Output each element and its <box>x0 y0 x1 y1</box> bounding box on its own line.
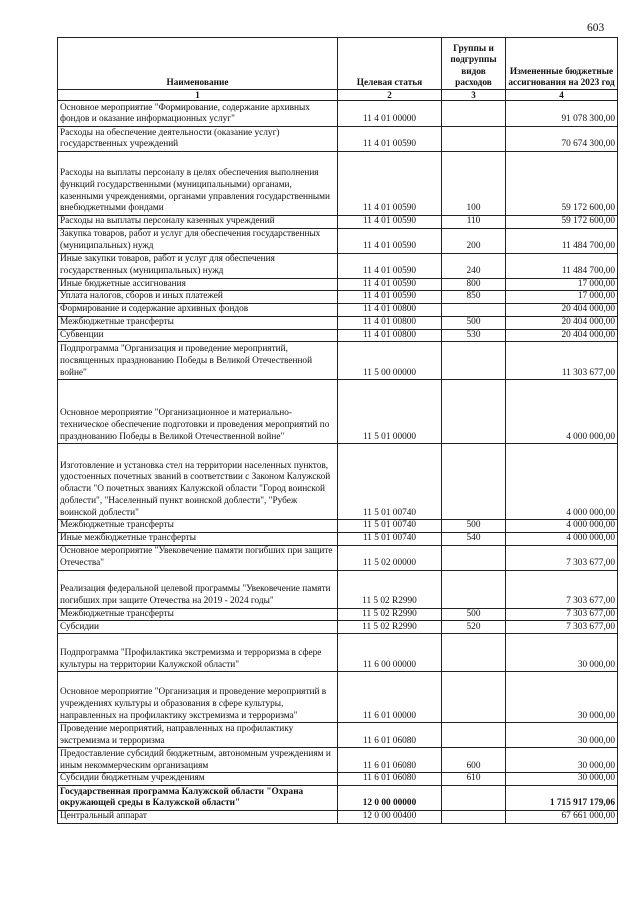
row-code: 11 5 02 R2990 <box>338 621 442 634</box>
row-name: Основное мероприятие "Организация и проведение мероприятий в учреждениях культуры и образования в сфере культуры, направленных на профилактику экстремизма и терроризма" <box>58 672 338 723</box>
table-row <box>58 723 618 748</box>
row-name: Предоставление субсидий бюджетным, автономным учреждениям и иным некоммерческим организациям <box>58 748 338 773</box>
row-amount: 17 000,00 <box>506 278 618 291</box>
row-amount: 70 674 300,00 <box>506 127 618 152</box>
row-code: 11 6 01 06080 <box>338 723 442 748</box>
row-code: 11 4 01 00800 <box>338 316 442 329</box>
row-amount: 67 661 000,00 <box>506 811 618 824</box>
row-name: Субсидии бюджетным учреждениям <box>58 773 338 786</box>
row-code: 11 4 01 00000 <box>338 101 442 127</box>
row-code: 11 4 01 00590 <box>338 216 442 229</box>
header-group: Группы и подгруппы видов расходов <box>442 38 506 90</box>
row-name: Реализация федеральной целевой программы "Увековечение памяти погибших при защите Отечества на 2019 - 2024 годы" <box>58 570 338 608</box>
row-group <box>442 545 506 570</box>
row-amount: 20 404 000,00 <box>506 316 618 329</box>
row-amount: 7 303 677,00 <box>506 621 618 634</box>
row-amount: 4 000 000,00 <box>506 380 618 444</box>
table-row <box>58 621 618 634</box>
row-group: 500 <box>442 520 506 533</box>
table-row <box>58 101 618 127</box>
column-number-row <box>58 90 618 101</box>
row-name: Основное мероприятие "Увековечение памяти погибших при защите Отечества" <box>58 545 338 570</box>
row-group <box>442 444 506 520</box>
row-amount: 30 000,00 <box>506 672 618 723</box>
row-group <box>442 304 506 317</box>
row-group <box>442 570 506 608</box>
row-name: Расходы на обеспечение деятельности (оказание услуг) государственных учреждений <box>58 127 338 152</box>
column-number: 3 <box>442 90 506 101</box>
column-number: 1 <box>58 90 338 101</box>
row-group: 610 <box>442 773 506 786</box>
table-row <box>58 380 618 444</box>
row-amount: 11 484 700,00 <box>506 253 618 278</box>
table-row <box>58 786 618 811</box>
row-amount: 4 000 000,00 <box>506 532 618 545</box>
row-code: 11 5 02 R2990 <box>338 570 442 608</box>
table-row <box>58 545 618 570</box>
row-name: Закупка товаров, работ и услуг для обеспечения государственных (муниципальных) нужд <box>58 228 338 253</box>
row-group <box>442 672 506 723</box>
row-group <box>442 786 506 811</box>
row-code: 11 4 01 00590 <box>338 228 442 253</box>
row-amount: 11 484 700,00 <box>506 228 618 253</box>
row-amount: 30 000,00 <box>506 748 618 773</box>
row-group: 540 <box>442 532 506 545</box>
row-group: 200 <box>442 228 506 253</box>
row-code: 11 5 00 00000 <box>338 342 442 380</box>
row-amount: 4 000 000,00 <box>506 444 618 520</box>
row-name: Основное мероприятие "Организационное и материально-техническое обеспечение подготовки и проведения мероприятий по празднованию Победы в Великой Отечественной войне" <box>58 380 338 444</box>
table-row <box>58 634 618 672</box>
row-group <box>442 101 506 127</box>
row-name: Субвенции <box>58 329 338 342</box>
row-code: 11 4 01 00590 <box>338 253 442 278</box>
header-name: Наименование <box>58 38 338 90</box>
row-name: Иные межбюджетные трансферты <box>58 532 338 545</box>
row-code: 11 4 01 00800 <box>338 329 442 342</box>
row-amount: 7 303 677,00 <box>506 545 618 570</box>
table-row <box>58 278 618 291</box>
table-row <box>58 127 618 152</box>
row-group: 240 <box>442 253 506 278</box>
row-name: Иные закупки товаров, работ и услуг для обеспечения государственных (муниципальных) нужд <box>58 253 338 278</box>
row-code: 11 5 02 00000 <box>338 545 442 570</box>
row-amount: 7 303 677,00 <box>506 608 618 621</box>
table-row <box>58 444 618 520</box>
table-row <box>58 773 618 786</box>
row-code: 11 5 01 00000 <box>338 380 442 444</box>
table-row <box>58 228 618 253</box>
row-code: 11 5 01 00740 <box>338 520 442 533</box>
budget-table <box>57 37 618 824</box>
table-row <box>58 811 618 824</box>
row-amount: 30 000,00 <box>506 634 618 672</box>
table-row <box>58 532 618 545</box>
row-code: 11 4 01 00800 <box>338 304 442 317</box>
row-code: 11 6 01 00000 <box>338 672 442 723</box>
row-code: 11 4 01 00590 <box>338 152 442 216</box>
column-number: 2 <box>338 90 442 101</box>
table-row <box>58 608 618 621</box>
table-row <box>58 253 618 278</box>
table-row <box>58 748 618 773</box>
row-name: Расходы на выплаты персоналу казенных учреждений <box>58 216 338 229</box>
row-amount: 59 172 600,00 <box>506 216 618 229</box>
row-amount: 20 404 000,00 <box>506 329 618 342</box>
row-name: Иные бюджетные ассигнования <box>58 278 338 291</box>
row-group: 520 <box>442 621 506 634</box>
row-name: Формирование и содержание архивных фондов <box>58 304 338 317</box>
table-row <box>58 342 618 380</box>
row-amount: 4 000 000,00 <box>506 520 618 533</box>
row-code: 11 4 01 00590 <box>338 127 442 152</box>
header-row <box>58 38 618 90</box>
table-row <box>58 316 618 329</box>
row-amount: 91 078 300,00 <box>506 101 618 127</box>
row-amount: 30 000,00 <box>506 723 618 748</box>
column-number: 4 <box>506 90 618 101</box>
row-group: 500 <box>442 316 506 329</box>
row-code: 11 4 01 00590 <box>338 291 442 304</box>
row-code: 11 6 01 06080 <box>338 773 442 786</box>
row-code: 11 6 01 06080 <box>338 748 442 773</box>
row-code: 11 5 01 00740 <box>338 532 442 545</box>
row-amount: 20 404 000,00 <box>506 304 618 317</box>
header-code: Целевая статья <box>338 38 442 90</box>
row-name: Межбюджетные трансферты <box>58 316 338 329</box>
row-code: 12 0 00 00400 <box>338 811 442 824</box>
row-group: 600 <box>442 748 506 773</box>
row-code: 12 0 00 00000 <box>338 786 442 811</box>
budget-rows <box>58 101 618 824</box>
row-name: Подпрограмма "Организация и проведение мероприятий, посвященных празднованию Победы в Великой Отечественной войне" <box>58 342 338 380</box>
row-amount: 30 000,00 <box>506 773 618 786</box>
row-name: Подпрограмма "Профилактика экстремизма и терроризма в сфере культуры на территории Калужской области" <box>58 634 338 672</box>
row-group <box>442 634 506 672</box>
row-group <box>442 811 506 824</box>
row-name: Уплата налогов, сборов и иных платежей <box>58 291 338 304</box>
row-group: 100 <box>442 152 506 216</box>
table-row <box>58 291 618 304</box>
row-amount: 7 303 677,00 <box>506 570 618 608</box>
table-row <box>58 304 618 317</box>
row-name: Проведение мероприятий, направленных на профилактику экстремизма и терроризма <box>58 723 338 748</box>
row-group <box>442 723 506 748</box>
table-row <box>58 216 618 229</box>
table-row <box>58 570 618 608</box>
row-name: Государственная программа Калужской области "Охрана окружающей среды в Калужской области" <box>58 786 338 811</box>
row-group: 850 <box>442 291 506 304</box>
row-name: Межбюджетные трансферты <box>58 520 338 533</box>
table-row <box>58 329 618 342</box>
row-amount: 59 172 600,00 <box>506 152 618 216</box>
row-amount: 17 000,00 <box>506 291 618 304</box>
row-name: Основное мероприятие "Формирование, содержание архивных фондов и оказание информационных услуг" <box>58 101 338 127</box>
row-amount: 1 715 917 179,06 <box>506 786 618 811</box>
page-number: 603 <box>587 22 605 34</box>
row-group: 800 <box>442 278 506 291</box>
row-amount: 11 303 677,00 <box>506 342 618 380</box>
row-group: 500 <box>442 608 506 621</box>
row-group <box>442 342 506 380</box>
table-row <box>58 520 618 533</box>
row-code: 11 6 00 00000 <box>338 634 442 672</box>
row-name: Расходы на выплаты персоналу в целях обеспечения выполнения функций государственными (муниципальными) органами, казенными учреждениями, органами управления государственными внебюджетными фондами <box>58 152 338 216</box>
row-group: 110 <box>442 216 506 229</box>
row-group <box>442 127 506 152</box>
row-name: Субсидии <box>58 621 338 634</box>
row-group <box>442 380 506 444</box>
row-code: 11 4 01 00590 <box>338 278 442 291</box>
row-name: Изготовление и установка стел на территории населенных пунктов, удостоенных почетных званий в соответствии с Законом Калужской области "О почетных званиях Калужской области "Город воинской доблести", "Населенный пункт воинской доблести", "Рубеж воинской доблести" <box>58 444 338 520</box>
row-name: Межбюджетные трансферты <box>58 608 338 621</box>
header-amount: Измененные бюджетные ассигнования на 2023 год <box>506 38 618 90</box>
row-code: 11 5 02 R2990 <box>338 608 442 621</box>
row-code: 11 5 01 00740 <box>338 444 442 520</box>
row-group: 530 <box>442 329 506 342</box>
row-name: Центральный аппарат <box>58 811 338 824</box>
table-row <box>58 152 618 216</box>
table-row <box>58 672 618 723</box>
